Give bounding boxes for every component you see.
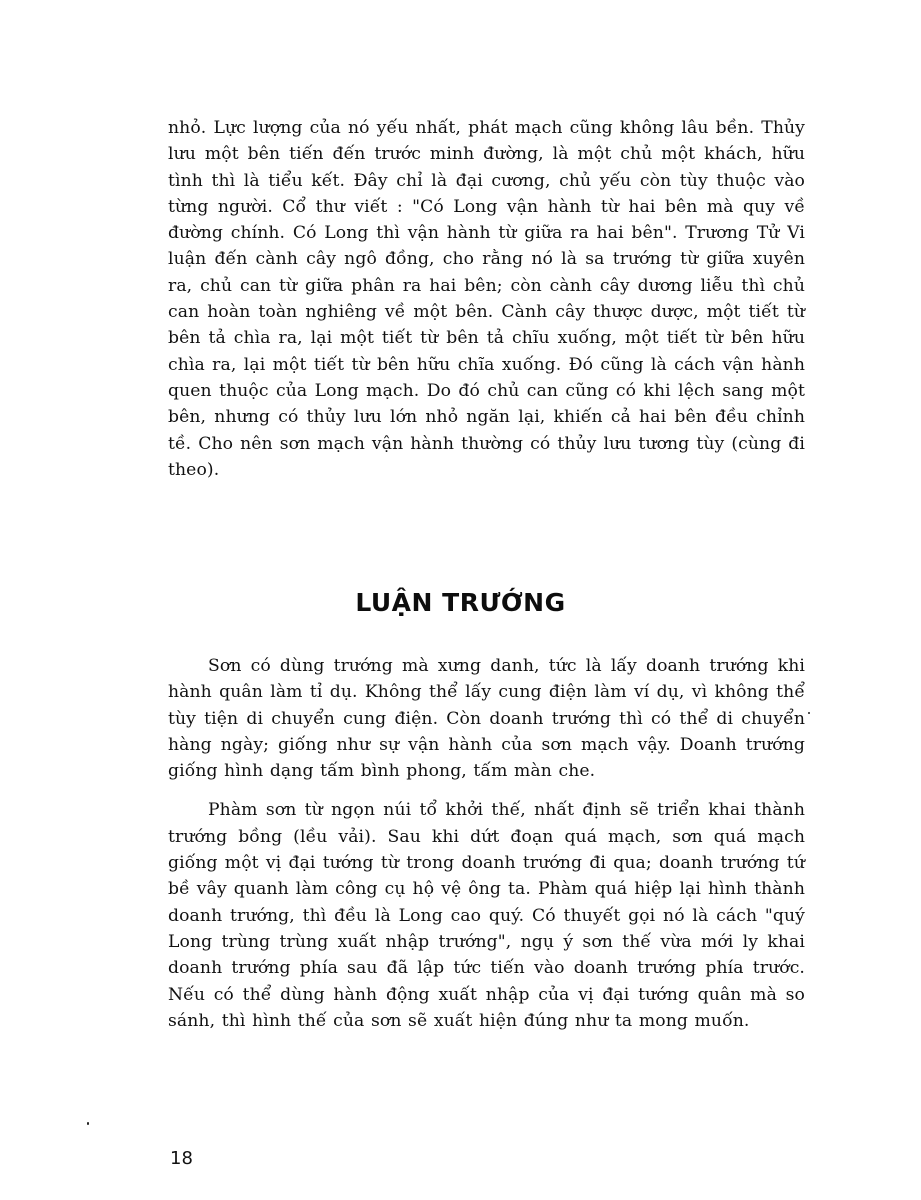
section-paragraph-2: Phàm sơn từ ngọn núi tổ khởi thế, nhất định sẽ triển khai thành trướng bồng (lều vải). Sau khi dứt đoạn quá mạch, sơn quá mạch giống một vị đại tướng từ trong doanh trướng đi qua; doanh trướng tứ bề vây quanh làm công cụ hộ vệ ông ta. Phàm quá hiệp lại hình thành doanh trướng, thì đều là Long cao quý. Có thuyết gọi nó là cách "quý Long trùng trùng xuất nhập trướng", ngụ ý sơn thế vừa mới ly khai doanh trướng phía sau đã lập tức tiến vào doanh trướng phía trước. Nếu có thể dùng hành động xuất nhập của vị đại tướng quân mà so sánh, thì hình thế của sơn sẽ xuất hiện đúng như ta mong muốn. <box>168 800 805 1031</box>
section-heading: LUẬN TRƯỚNG <box>355 588 566 617</box>
section-paragraph-1: Sơn có dùng trướng mà xưng danh, tức là lấy doanh trướng khi hành quân làm tỉ dụ. Không thể lấy cung điện làm ví dụ, vì không thể tùy tiện di chuyển cung điện. Còn doanh trướng thì có thể di chuyển hàng ngày; giống như sự vận hành của sơn mạch vậy. Doanh trướng giống hình dạng tấm bình phong, tấm màn che. <box>168 656 805 782</box>
section-body <box>168 653 805 1034</box>
scan-speck-mark <box>87 1122 89 1125</box>
scan-speck-mark <box>808 712 810 714</box>
page-number: 18 <box>170 1148 193 1169</box>
continued-paragraph: nhỏ. Lực lượng của nó yếu nhất, phát mạch cũng không lâu bền. Thủy lưu một bên tiến đến trước minh đường, là một chủ một khách, hữu tình thì là tiểu kết. Đây chỉ là đại cương, chủ yếu còn tùy thuộc vào từng người. Cổ thư viết : "Có Long vận hành từ hai bên mà quy về đường chính. Có Long thì vận hành từ giữa ra hai bên". Trương Tử Vi luận đến cành cây ngô đồng, cho rằng nó là sa trướng từ giữa xuyên ra, chủ can từ giữa phân ra hai bên; còn cành cây dương liễu thì chủ can hoàn toàn nghiêng về một bên. Cành cây thược dược, một tiết từ bên tả chìa ra, lại một tiết từ bên tả chĩu xuống, một tiết từ bên hữu chìa ra, lại một tiết từ bên hữu chĩa xuống. Đó cũng là cách vận hành quen thuộc của Long mạch. Do đó chủ can cũng có khi lệch sang một bên, nhưng có thủy lưu lớn nhỏ ngăn lại, khiến cả hai bên đều chỉnh tề. Cho nên sơn mạch vận hành thường có thủy lưu tương tùy (cùng đi theo). <box>168 118 805 480</box>
continued-text-block <box>168 115 805 483</box>
